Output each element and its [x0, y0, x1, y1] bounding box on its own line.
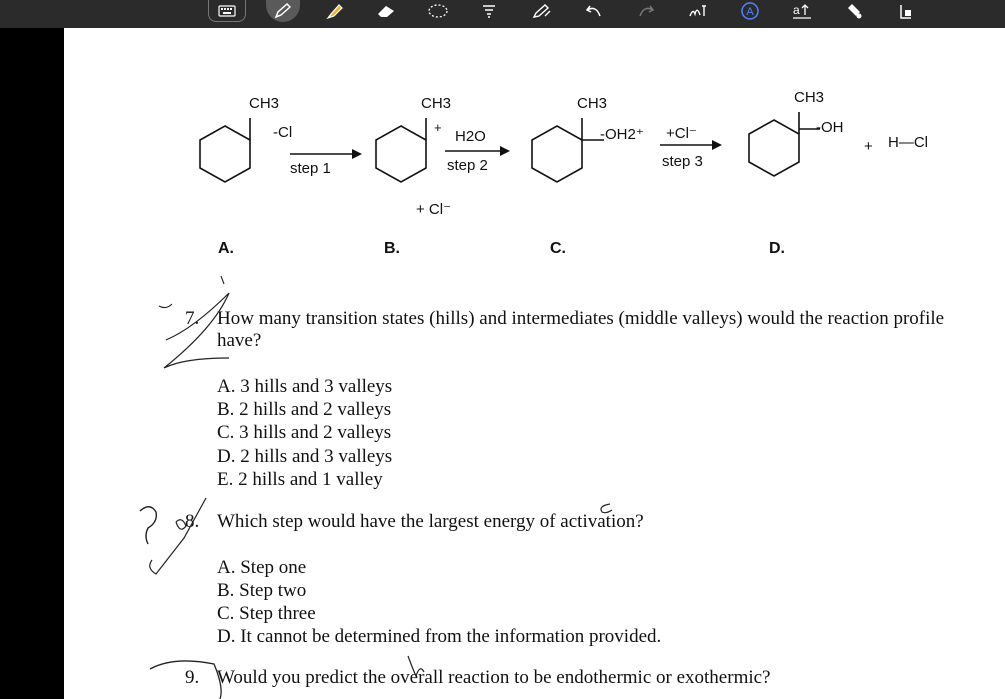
question-7-number: 7.	[185, 308, 200, 329]
arrow-2-label: step 2	[447, 157, 488, 174]
plus-sign: +	[864, 138, 873, 155]
ch3-b: CH3	[421, 95, 452, 112]
label-d: D.	[769, 240, 785, 257]
arrow-2-reagent: H2O	[455, 128, 486, 145]
worksheet-page[interactable]	[64, 28, 1005, 699]
highlighter-icon[interactable]	[322, 0, 348, 22]
ink-to-text-icon[interactable]	[684, 0, 714, 22]
q7-option-a[interactable]: A. 3 hills and 3 valleys	[217, 376, 393, 397]
svg-text:a: a	[793, 3, 800, 17]
q8-option-c[interactable]: C. Step three	[217, 603, 316, 624]
chloride-byproduct: + Cl⁻	[416, 201, 452, 218]
reaction-scheme-drawing	[64, 28, 1005, 228]
cl-a: -Cl	[273, 124, 293, 141]
keyboard-icon[interactable]	[208, 0, 246, 22]
q7-option-d[interactable]: D. 2 hills and 3 valleys	[217, 446, 393, 467]
ch3-c: CH3	[577, 95, 608, 112]
cyclohexane-ring-b	[376, 126, 426, 182]
label-a: A.	[218, 240, 234, 257]
oxonium-group: -OH2⁺	[600, 126, 644, 143]
lock-icon[interactable]	[892, 0, 920, 22]
question-9-number: 9.	[185, 667, 200, 688]
arrow-1-label: step 1	[290, 160, 331, 177]
svg-text:A: A	[746, 6, 754, 18]
label-b: B.	[384, 240, 400, 257]
pen-icon[interactable]	[266, 0, 300, 22]
eraser-icon[interactable]	[372, 0, 400, 22]
q8-option-d[interactable]: D. It cannot be determined from the information provided.	[217, 626, 662, 647]
label-c: C.	[550, 240, 566, 257]
ch3-a: CH3	[249, 95, 280, 112]
arrow-3-reagent: +Cl⁻	[666, 125, 697, 142]
color-picker-icon[interactable]	[840, 0, 868, 22]
question-9-text: Would you predict the overall reaction to be endothermic or exothermic?	[217, 667, 771, 688]
question-8-text: Which step would have the largest energy of activation?	[217, 511, 644, 532]
ch3-d: CH3	[794, 89, 825, 106]
q7-option-b[interactable]: B. 2 hills and 2 valleys	[217, 399, 392, 420]
cyclohexane-ring-c	[532, 126, 582, 182]
cyclohexane-ring-a	[200, 126, 250, 182]
ruler-icon[interactable]	[476, 0, 502, 22]
text-size-icon[interactable]	[788, 0, 816, 22]
q7-option-c[interactable]: C. 3 hills and 2 valleys	[217, 422, 392, 443]
hcl-product: H—Cl	[888, 134, 928, 151]
undo-icon[interactable]	[580, 0, 608, 22]
q8-option-b[interactable]: B. Step two	[217, 580, 307, 601]
carbocation-charge: +	[434, 120, 442, 135]
hydroxyl-group: -OH	[816, 119, 844, 136]
ink-toolbar	[0, 0, 1005, 28]
cyclohexane-ring-d	[749, 120, 799, 176]
q7-option-e[interactable]: E. 2 hills and 1 valley	[217, 469, 383, 490]
arrow-3-label: step 3	[662, 153, 703, 170]
question-8-number: 8.	[185, 511, 200, 532]
q8-option-a[interactable]: A. Step one	[217, 557, 307, 578]
question-7-text: How many transition states (hills) and intermediates (middle valleys) would the reaction profile have?	[217, 308, 945, 351]
left-margin	[0, 28, 64, 699]
lasso-icon[interactable]	[424, 0, 452, 22]
ink-to-shape-icon[interactable]	[736, 0, 764, 22]
redo-icon[interactable]	[632, 0, 660, 22]
shape-pen-icon[interactable]	[528, 0, 556, 22]
